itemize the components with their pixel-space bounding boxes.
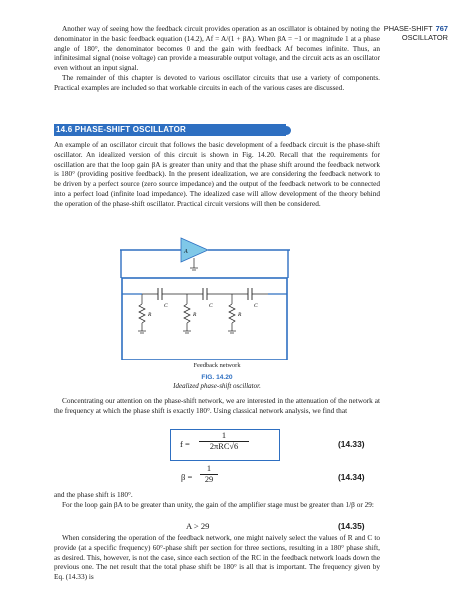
section-heading-bullet [282,126,291,135]
equation-14-33-denominator: 2πRC√6 [209,442,239,451]
resistor-3-icon [228,294,236,333]
capacitor-1-icon [158,288,162,300]
equation-14-35: A > 29 [186,521,210,531]
section-heading-rule [54,135,286,136]
intro-paragraph-1: Another way of seeing how the feedback circuit provides operation as an oscillator is obtained by noting the denominator in the basic feedback equation (14.2), Af = A/(1 + βA). When βA = −1 or magnitude 1 at a phase angle of 180°, the denominator becomes 0 and the gain with feedback Af becomes infinite. Thus, an infinitesimal signal (noise voltage) can provide a measurable output voltage, and the circuit acts as an oscillator even without an input signal. [54,24,380,73]
final-block [54,533,380,582]
resistor-2-icon [183,294,191,333]
intro-paragraph-2: The remainder of this chapter is devoted to various oscillator circuits that use a variety of components. Practical examples are included so that workable circuits in each of the various cases are discussed. [54,72,380,92]
capacitor-2-label: C [209,303,213,309]
capacitor-3-icon [248,288,252,300]
post-equation-block [54,490,380,510]
feedback-network-label: Feedback network [193,362,241,369]
resistor-2-label: R [193,312,197,318]
equation-14-33-numerator: 1 [199,431,249,442]
section-heading-text: 14.6 PHASE-SHIFT OSCILLATOR [56,125,187,134]
equation-14-35-number: (14.35) [338,521,365,531]
equation-14-34-number: (14.34) [338,472,365,482]
analysis-paragraph-2: and the phase shift is 180°. [54,490,133,499]
equation-14-33-lhs: f = [180,439,190,449]
equation-14-34-numerator: 1 [200,464,218,475]
figure-title: Idealized phase-shift oscillator. [173,382,261,390]
equation-14-34-fraction [200,464,218,485]
resistor-1-icon [138,294,146,333]
resistor-1-label: R [148,312,152,318]
analysis-paragraph-4: When considering the operation of the feedback network, one might naively select the values of R and C to provide (at a specific frequency) 60°-phase shift per section for three sections, resulting in a 180° phase shift, as desired. This, however, is not the case, since each section of the RC in the feedback network loads down the previous one. The net result that the total phase shift be 180° is all that is important. The frequency given by Eq. (14.33) is [54,533,380,582]
intro-block [54,24,380,93]
analysis-block [54,396,380,416]
capacitor-1-label: C [164,303,168,309]
analysis-paragraph-3: For the loop gain βA to be greater than unity, the gain of the amplifier stage must be greater than 1/β or 29: [62,499,374,509]
section-paragraph-1: An example of an oscillator circuit that follows the basic development of a feedback circuit is the phase-shift oscillator. An idealized version of this circuit is shown in Fig. 14.20. Recall that the requirements for oscillation are that the loop gain βA is greater than unity and that the phase shift around the feedback network is 180° (providing positive feedback). In the present idealization, we are considering the feedback network to be driven by a perfect source (zero source impedance) and the output of the feedback network to be connected into a perfect load (infinite load impedance). The idealized case will allow development of the theory behind the operation of the phase-shift oscillator. Practical circuit versions will then be considered. [54,140,380,208]
page-number: 767 [435,24,448,33]
capacitor-2-icon [203,288,207,300]
equation-14-33-number: (14.33) [338,439,365,449]
equation-14-34-lhs: β = [181,472,193,482]
running-head [378,24,448,42]
figure-number: FIG. 14.20 [201,374,233,381]
running-head-title-line2: OSCILLATOR [401,33,448,42]
section-heading [54,124,286,135]
amplifier-label: A [184,249,188,255]
resistor-3-label: R [238,312,242,318]
section-body [54,140,380,209]
capacitor-3-label: C [254,303,258,309]
equation-14-33-fraction [199,431,249,452]
equation-14-34-denominator: 29 [204,475,214,484]
phase-shift-oscillator-diagram [120,228,290,360]
running-head-title: PHASE-SHIFT [383,24,433,33]
analysis-paragraph-1: Concentrating our attention on the phase-shift network, we are interested in the attenuation of the network at the frequency at which the phase shift is exactly 180°. Using classical network analysis, we find that [54,396,380,415]
